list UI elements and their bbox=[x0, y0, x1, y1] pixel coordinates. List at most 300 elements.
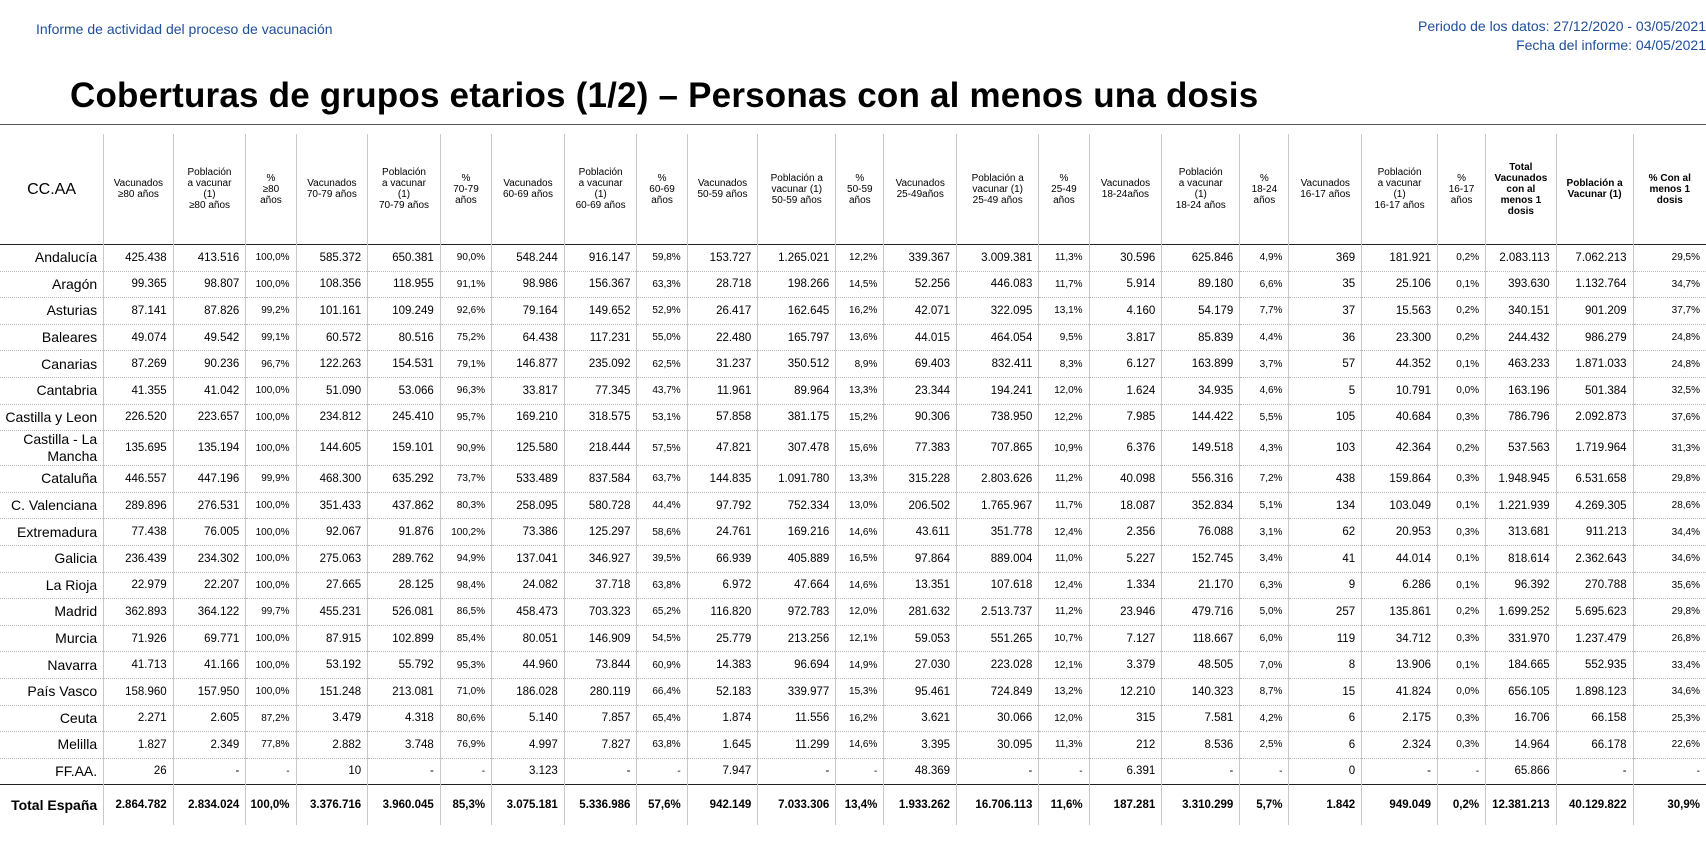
value-cell: 47.821 bbox=[687, 431, 758, 466]
column-header-line: 70-79 años bbox=[306, 189, 357, 200]
value-cell: 281.632 bbox=[884, 599, 957, 626]
value-cell: 27.665 bbox=[296, 572, 368, 599]
percent-cell: 0,3% bbox=[1438, 519, 1486, 546]
percent-cell: 31,3% bbox=[1633, 431, 1706, 466]
value-cell: 64.438 bbox=[492, 324, 565, 351]
column-header-line: Vacunados bbox=[1100, 178, 1151, 189]
column-header-line: % bbox=[266, 172, 276, 184]
column-header bbox=[1438, 134, 1486, 245]
percent-cell: 0,3% bbox=[1438, 466, 1486, 493]
percent-cell: 12,1% bbox=[836, 625, 884, 652]
percent-cell: 55,0% bbox=[637, 324, 687, 351]
value-cell: 235.092 bbox=[564, 351, 637, 378]
value-cell: 2.605 bbox=[173, 705, 246, 732]
percent-cell: - bbox=[1039, 758, 1089, 785]
report-date: Fecha del informe: 04/05/2021 bbox=[1516, 37, 1706, 53]
percent-cell: 85,4% bbox=[440, 625, 491, 652]
value-cell: 315 bbox=[1089, 705, 1162, 732]
table-row bbox=[0, 466, 1706, 493]
column-header-line: % bbox=[657, 172, 667, 184]
percent-cell: 90,0% bbox=[440, 245, 491, 272]
value-cell: 152.745 bbox=[1162, 545, 1240, 572]
percent-cell: 15,6% bbox=[836, 431, 884, 466]
percent-cell: 0,1% bbox=[1438, 492, 1486, 519]
percent-cell: 11,3% bbox=[1039, 245, 1089, 272]
table-header bbox=[0, 134, 1706, 245]
percent-cell: 34,6% bbox=[1633, 678, 1706, 705]
percent-cell: 100,0% bbox=[246, 245, 296, 272]
column-header-line: 16-17 años bbox=[1374, 200, 1425, 211]
value-cell: 60.572 bbox=[296, 324, 368, 351]
value-cell: 25.779 bbox=[687, 625, 758, 652]
value-cell: 236.439 bbox=[104, 545, 173, 572]
value-cell: 257 bbox=[1289, 599, 1362, 626]
value-cell: 87.826 bbox=[173, 298, 246, 325]
value-cell: 3.395 bbox=[884, 732, 957, 759]
table-body bbox=[0, 245, 1706, 826]
value-cell: 2.092.873 bbox=[1556, 404, 1633, 431]
column-header-line: CC.AA bbox=[27, 180, 77, 198]
value-cell: 446.557 bbox=[104, 466, 173, 493]
value-cell: 13.906 bbox=[1362, 652, 1438, 679]
value-cell: 986.279 bbox=[1556, 324, 1633, 351]
value-cell: 2.083.113 bbox=[1486, 245, 1557, 272]
value-cell: 1.265.021 bbox=[758, 245, 836, 272]
value-cell: 48.369 bbox=[884, 758, 957, 785]
value-cell: 11.556 bbox=[758, 705, 836, 732]
column-header-line: 25-49 años bbox=[972, 194, 1023, 206]
value-cell: 15 bbox=[1289, 678, 1362, 705]
percent-cell: 91,1% bbox=[440, 271, 491, 298]
value-cell: 59.053 bbox=[884, 625, 957, 652]
value-cell: 270.788 bbox=[1556, 572, 1633, 599]
value-cell: 1.948.945 bbox=[1486, 466, 1557, 493]
value-cell: 31.237 bbox=[687, 351, 758, 378]
value-cell: 289.762 bbox=[368, 545, 441, 572]
value-cell: 393.630 bbox=[1486, 271, 1557, 298]
value-cell: 122.263 bbox=[296, 351, 368, 378]
column-header-line: 16-17 años bbox=[1300, 189, 1351, 200]
value-cell: 22.979 bbox=[104, 572, 173, 599]
value-cell: 289.896 bbox=[104, 492, 173, 519]
value-cell: 198.266 bbox=[758, 271, 836, 298]
percent-cell: 100,0% bbox=[246, 492, 296, 519]
percent-cell: 14,6% bbox=[836, 732, 884, 759]
percent-cell: 5,5% bbox=[1240, 404, 1289, 431]
value-cell: 24.761 bbox=[687, 519, 758, 546]
value-cell: 30.066 bbox=[957, 705, 1039, 732]
value-cell: 703.323 bbox=[564, 599, 637, 626]
value-cell: 34.935 bbox=[1162, 377, 1240, 404]
percent-cell: 96,3% bbox=[440, 377, 491, 404]
value-cell: 47.664 bbox=[758, 572, 836, 599]
value-cell: 5.336.986 bbox=[564, 785, 637, 826]
value-cell: 818.614 bbox=[1486, 545, 1557, 572]
value-cell: 87.915 bbox=[296, 625, 368, 652]
percent-cell: 8,3% bbox=[1039, 351, 1089, 378]
percent-cell: 0,2% bbox=[1438, 298, 1486, 325]
region-name: Navarra bbox=[0, 652, 104, 679]
column-header-line: (1) bbox=[1194, 189, 1207, 200]
percent-cell: 0,1% bbox=[1438, 545, 1486, 572]
percent-cell: 94,9% bbox=[440, 545, 491, 572]
value-cell: 832.411 bbox=[957, 351, 1039, 378]
value-cell: 3.621 bbox=[884, 705, 957, 732]
value-cell: 2.356 bbox=[1089, 519, 1162, 546]
percent-cell: 98,4% bbox=[440, 572, 491, 599]
value-cell: 144.422 bbox=[1162, 404, 1240, 431]
value-cell: 25.106 bbox=[1362, 271, 1438, 298]
column-header bbox=[1633, 134, 1706, 245]
value-cell: 42.071 bbox=[884, 298, 957, 325]
percent-cell: 100,0% bbox=[246, 519, 296, 546]
value-cell: 89.964 bbox=[758, 377, 836, 404]
percent-cell: 29,5% bbox=[1633, 245, 1706, 272]
value-cell: 37 bbox=[1289, 298, 1362, 325]
percent-cell: 95,3% bbox=[440, 652, 491, 679]
value-cell: 3.479 bbox=[296, 705, 368, 732]
value-cell: 77.345 bbox=[564, 377, 637, 404]
value-cell: 119 bbox=[1289, 625, 1362, 652]
percent-cell: 12,0% bbox=[836, 599, 884, 626]
percent-cell: 12,0% bbox=[1039, 705, 1089, 732]
value-cell: 30.596 bbox=[1089, 245, 1162, 272]
percent-cell: 43,7% bbox=[637, 377, 687, 404]
column-header-line: Población bbox=[187, 167, 232, 178]
value-cell: 8 bbox=[1289, 652, 1362, 679]
column-header-line: 60-69 años bbox=[502, 189, 553, 200]
value-cell: 2.349 bbox=[173, 732, 246, 759]
title-divider bbox=[0, 124, 1706, 125]
value-cell: 1.898.123 bbox=[1556, 678, 1633, 705]
value-cell: 99.365 bbox=[104, 271, 173, 298]
column-header bbox=[440, 134, 491, 245]
column-header bbox=[687, 134, 758, 245]
percent-cell: - bbox=[836, 758, 884, 785]
value-cell: 85,3% bbox=[440, 785, 491, 826]
percent-cell: 11,2% bbox=[1039, 466, 1089, 493]
value-cell: 77.383 bbox=[884, 431, 957, 466]
value-cell: 6.376 bbox=[1089, 431, 1162, 466]
value-cell: 92.067 bbox=[296, 519, 368, 546]
percent-cell: 4,4% bbox=[1240, 324, 1289, 351]
percent-cell: 13,3% bbox=[836, 377, 884, 404]
percent-cell: 12,4% bbox=[1039, 519, 1089, 546]
region-name: Cataluña bbox=[0, 466, 104, 493]
region-name: Murcia bbox=[0, 625, 104, 652]
percent-cell: 73,7% bbox=[440, 466, 491, 493]
region-name: Asturias bbox=[0, 298, 104, 325]
value-cell: 52.183 bbox=[687, 678, 758, 705]
region-name: Baleares bbox=[0, 324, 104, 351]
value-cell: 313.681 bbox=[1486, 519, 1557, 546]
value-cell: 28.125 bbox=[368, 572, 441, 599]
value-cell: 5,7% bbox=[1240, 785, 1289, 826]
percent-cell: 16,2% bbox=[836, 705, 884, 732]
value-cell: 7.985 bbox=[1089, 404, 1162, 431]
value-cell: 149.518 bbox=[1162, 431, 1240, 466]
value-cell: 212 bbox=[1089, 732, 1162, 759]
percent-cell: 8,7% bbox=[1240, 678, 1289, 705]
column-header-line: 16-17 bbox=[1448, 183, 1475, 195]
value-cell: 1.871.033 bbox=[1556, 351, 1633, 378]
column-header-line: 18-24años bbox=[1101, 189, 1150, 200]
value-cell: 972.783 bbox=[758, 599, 836, 626]
percent-cell: 10,7% bbox=[1039, 625, 1089, 652]
table-row bbox=[0, 519, 1706, 546]
column-header-line: a vacunar bbox=[1377, 178, 1422, 189]
percent-cell: 0,1% bbox=[1438, 652, 1486, 679]
table-row bbox=[0, 678, 1706, 705]
value-cell: 55.792 bbox=[368, 652, 441, 679]
percent-cell: 0,2% bbox=[1438, 431, 1486, 466]
percent-cell: 100,0% bbox=[246, 404, 296, 431]
column-header bbox=[246, 134, 296, 245]
table-row bbox=[0, 625, 1706, 652]
value-cell: 169.210 bbox=[492, 404, 565, 431]
value-cell: 7.827 bbox=[564, 732, 637, 759]
value-cell: 76.088 bbox=[1162, 519, 1240, 546]
value-cell: 65.866 bbox=[1486, 758, 1557, 785]
column-header bbox=[1089, 134, 1162, 245]
value-cell: 181.921 bbox=[1362, 245, 1438, 272]
value-cell: 405.889 bbox=[758, 545, 836, 572]
value-cell: 752.334 bbox=[758, 492, 836, 519]
percent-cell: 76,9% bbox=[440, 732, 491, 759]
value-cell: 146.877 bbox=[492, 351, 565, 378]
value-cell: 425.438 bbox=[104, 245, 173, 272]
value-cell: 1.132.764 bbox=[1556, 271, 1633, 298]
region-name: Andalucía bbox=[0, 245, 104, 272]
value-cell: 437.862 bbox=[368, 492, 441, 519]
column-header-line: % bbox=[1059, 172, 1069, 184]
value-cell: 44.015 bbox=[884, 324, 957, 351]
column-header-line: 18-24 años bbox=[1175, 200, 1226, 211]
value-cell: 71.926 bbox=[104, 625, 173, 652]
percent-cell: 4,9% bbox=[1240, 245, 1289, 272]
column-header-line: Vacunados bbox=[1494, 172, 1548, 184]
percent-cell: 26,8% bbox=[1633, 625, 1706, 652]
value-cell: 7.857 bbox=[564, 705, 637, 732]
value-cell: 23.344 bbox=[884, 377, 957, 404]
percent-cell: 11,0% bbox=[1039, 545, 1089, 572]
value-cell: 548.244 bbox=[492, 245, 565, 272]
value-cell: 23.300 bbox=[1362, 324, 1438, 351]
value-cell: 53.066 bbox=[368, 377, 441, 404]
percent-cell: 34,6% bbox=[1633, 545, 1706, 572]
value-cell: 49.542 bbox=[173, 324, 246, 351]
value-cell: 3.376.716 bbox=[296, 785, 368, 826]
column-header bbox=[173, 134, 246, 245]
percent-cell: 63,8% bbox=[637, 572, 687, 599]
region-name: Melilla bbox=[0, 732, 104, 759]
percent-cell: 4,3% bbox=[1240, 431, 1289, 466]
value-cell: 91.876 bbox=[368, 519, 441, 546]
column-header-line: (1) bbox=[594, 189, 607, 200]
value-cell: 1.827 bbox=[104, 732, 173, 759]
value-cell: 80.516 bbox=[368, 324, 441, 351]
value-cell: 942.149 bbox=[687, 785, 758, 826]
value-cell: 11.299 bbox=[758, 732, 836, 759]
percent-cell: 3,1% bbox=[1240, 519, 1289, 546]
value-cell: 158.960 bbox=[104, 678, 173, 705]
value-cell: 98.807 bbox=[173, 271, 246, 298]
column-header-line: (1) bbox=[1393, 189, 1406, 200]
value-cell: 5 bbox=[1289, 377, 1362, 404]
value-cell: 159.864 bbox=[1362, 466, 1438, 493]
value-cell: 169.216 bbox=[758, 519, 836, 546]
value-cell: 28.718 bbox=[687, 271, 758, 298]
value-cell: 103.049 bbox=[1362, 492, 1438, 519]
column-header bbox=[884, 134, 957, 245]
value-cell: 1.334 bbox=[1089, 572, 1162, 599]
value-cell: 7.062.213 bbox=[1556, 245, 1633, 272]
column-header-ccaa bbox=[0, 134, 104, 245]
value-cell: 916.147 bbox=[564, 245, 637, 272]
percent-cell: 3,4% bbox=[1240, 545, 1289, 572]
value-cell: 447.196 bbox=[173, 466, 246, 493]
value-cell: 105 bbox=[1289, 404, 1362, 431]
coverage-table bbox=[0, 134, 1706, 825]
percent-cell: 29,8% bbox=[1633, 466, 1706, 493]
value-cell: - bbox=[1362, 758, 1438, 785]
percent-cell: 0,2% bbox=[1438, 245, 1486, 272]
value-cell: 49.074 bbox=[104, 324, 173, 351]
data-period: Periodo de los datos: 27/12/2020 - 03/05/2021 bbox=[1418, 18, 1706, 34]
value-cell: 96.392 bbox=[1486, 572, 1557, 599]
value-cell: 41.166 bbox=[173, 652, 246, 679]
value-cell: 26 bbox=[104, 758, 173, 785]
value-cell: 1.719.964 bbox=[1556, 431, 1633, 466]
value-cell: 6.531.658 bbox=[1556, 466, 1633, 493]
value-cell: 14.964 bbox=[1486, 732, 1557, 759]
value-cell: 837.584 bbox=[564, 466, 637, 493]
value-cell: 44.014 bbox=[1362, 545, 1438, 572]
value-cell: 159.101 bbox=[368, 431, 441, 466]
value-cell: 66.178 bbox=[1556, 732, 1633, 759]
percent-cell: 29,8% bbox=[1633, 599, 1706, 626]
column-header-line: Vacunados bbox=[503, 178, 553, 189]
value-cell: 13,4% bbox=[836, 785, 884, 826]
value-cell: 2.864.782 bbox=[104, 785, 173, 826]
value-cell: 10 bbox=[296, 758, 368, 785]
percent-cell: 0,1% bbox=[1438, 572, 1486, 599]
value-cell: 23.946 bbox=[1089, 599, 1162, 626]
table-row bbox=[0, 245, 1706, 272]
table-row bbox=[0, 705, 1706, 732]
region-name: La Rioja bbox=[0, 572, 104, 599]
value-cell: 57,6% bbox=[637, 785, 687, 826]
column-header bbox=[1556, 134, 1633, 245]
value-cell: 707.865 bbox=[957, 431, 1039, 466]
value-cell: 468.300 bbox=[296, 466, 368, 493]
column-header-line: 60-69 años bbox=[575, 200, 626, 211]
percent-cell: 96,7% bbox=[246, 351, 296, 378]
column-header-line: con al bbox=[1506, 183, 1536, 195]
percent-cell: 34,4% bbox=[1633, 519, 1706, 546]
percent-cell: 2,5% bbox=[1240, 732, 1289, 759]
value-cell: 80.051 bbox=[492, 625, 565, 652]
percent-cell: 4,2% bbox=[1240, 705, 1289, 732]
table-row bbox=[0, 572, 1706, 599]
column-header-line: a vacunar bbox=[1178, 178, 1223, 189]
column-header bbox=[637, 134, 687, 245]
table-row bbox=[0, 404, 1706, 431]
value-cell: 98.986 bbox=[492, 271, 565, 298]
value-cell: 41 bbox=[1289, 545, 1362, 572]
column-header bbox=[104, 134, 173, 245]
value-cell: 2.175 bbox=[1362, 705, 1438, 732]
column-header-line: 50-59 años bbox=[771, 194, 822, 206]
column-header-line: Población a bbox=[971, 172, 1024, 184]
table-row bbox=[0, 377, 1706, 404]
percent-cell: 92,6% bbox=[440, 298, 491, 325]
column-header bbox=[1039, 134, 1089, 245]
value-cell: 109.249 bbox=[368, 298, 441, 325]
value-cell: 7.947 bbox=[687, 758, 758, 785]
value-cell: 33.817 bbox=[492, 377, 565, 404]
percent-cell: 100,0% bbox=[246, 625, 296, 652]
value-cell: 157.950 bbox=[173, 678, 246, 705]
value-cell: 16.706.113 bbox=[957, 785, 1039, 826]
value-cell: 537.563 bbox=[1486, 431, 1557, 466]
value-cell: 48.505 bbox=[1162, 652, 1240, 679]
value-cell: 446.083 bbox=[957, 271, 1039, 298]
percent-cell: 37,6% bbox=[1633, 404, 1706, 431]
column-header-line: 70-79 bbox=[453, 183, 479, 195]
value-cell: 2.834.024 bbox=[173, 785, 246, 826]
value-cell: 107.618 bbox=[957, 572, 1039, 599]
value-cell: 501.384 bbox=[1556, 377, 1633, 404]
column-header bbox=[296, 134, 368, 245]
value-cell: 85.839 bbox=[1162, 324, 1240, 351]
value-cell: 116.820 bbox=[687, 599, 758, 626]
value-cell: 1.221.939 bbox=[1486, 492, 1557, 519]
column-header-line: años bbox=[455, 194, 477, 206]
value-cell: 151.248 bbox=[296, 678, 368, 705]
value-cell: 3.748 bbox=[368, 732, 441, 759]
value-cell: 7.033.306 bbox=[758, 785, 836, 826]
column-header-line: Total bbox=[1509, 161, 1533, 173]
percent-cell: - bbox=[246, 758, 296, 785]
column-header-line: 25-49 bbox=[1051, 183, 1077, 195]
percent-cell: 12,4% bbox=[1039, 572, 1089, 599]
value-cell: 4.997 bbox=[492, 732, 565, 759]
value-cell: 118.955 bbox=[368, 271, 441, 298]
report-dates bbox=[1418, 17, 1706, 55]
value-cell: 351.433 bbox=[296, 492, 368, 519]
percent-cell: 100,0% bbox=[246, 572, 296, 599]
value-cell: 479.716 bbox=[1162, 599, 1240, 626]
value-cell: 20.953 bbox=[1362, 519, 1438, 546]
percent-cell: 7,0% bbox=[1240, 652, 1289, 679]
value-cell: 369 bbox=[1289, 245, 1362, 272]
value-cell: 350.512 bbox=[758, 351, 836, 378]
region-name: Cantabria bbox=[0, 377, 104, 404]
column-header-line: 70-79 años bbox=[378, 200, 430, 211]
value-cell: 2.362.643 bbox=[1556, 545, 1633, 572]
percent-cell: 13,3% bbox=[836, 466, 884, 493]
value-cell: 40.684 bbox=[1362, 404, 1438, 431]
value-cell: 87.141 bbox=[104, 298, 173, 325]
column-header bbox=[1362, 134, 1438, 245]
value-cell: 89.180 bbox=[1162, 271, 1240, 298]
report-name: Informe de actividad del proceso de vacunación bbox=[36, 21, 333, 37]
value-cell: 100,0% bbox=[246, 785, 296, 826]
value-cell: 153.727 bbox=[687, 245, 758, 272]
percent-cell: 99,9% bbox=[246, 466, 296, 493]
value-cell: 22.480 bbox=[687, 324, 758, 351]
